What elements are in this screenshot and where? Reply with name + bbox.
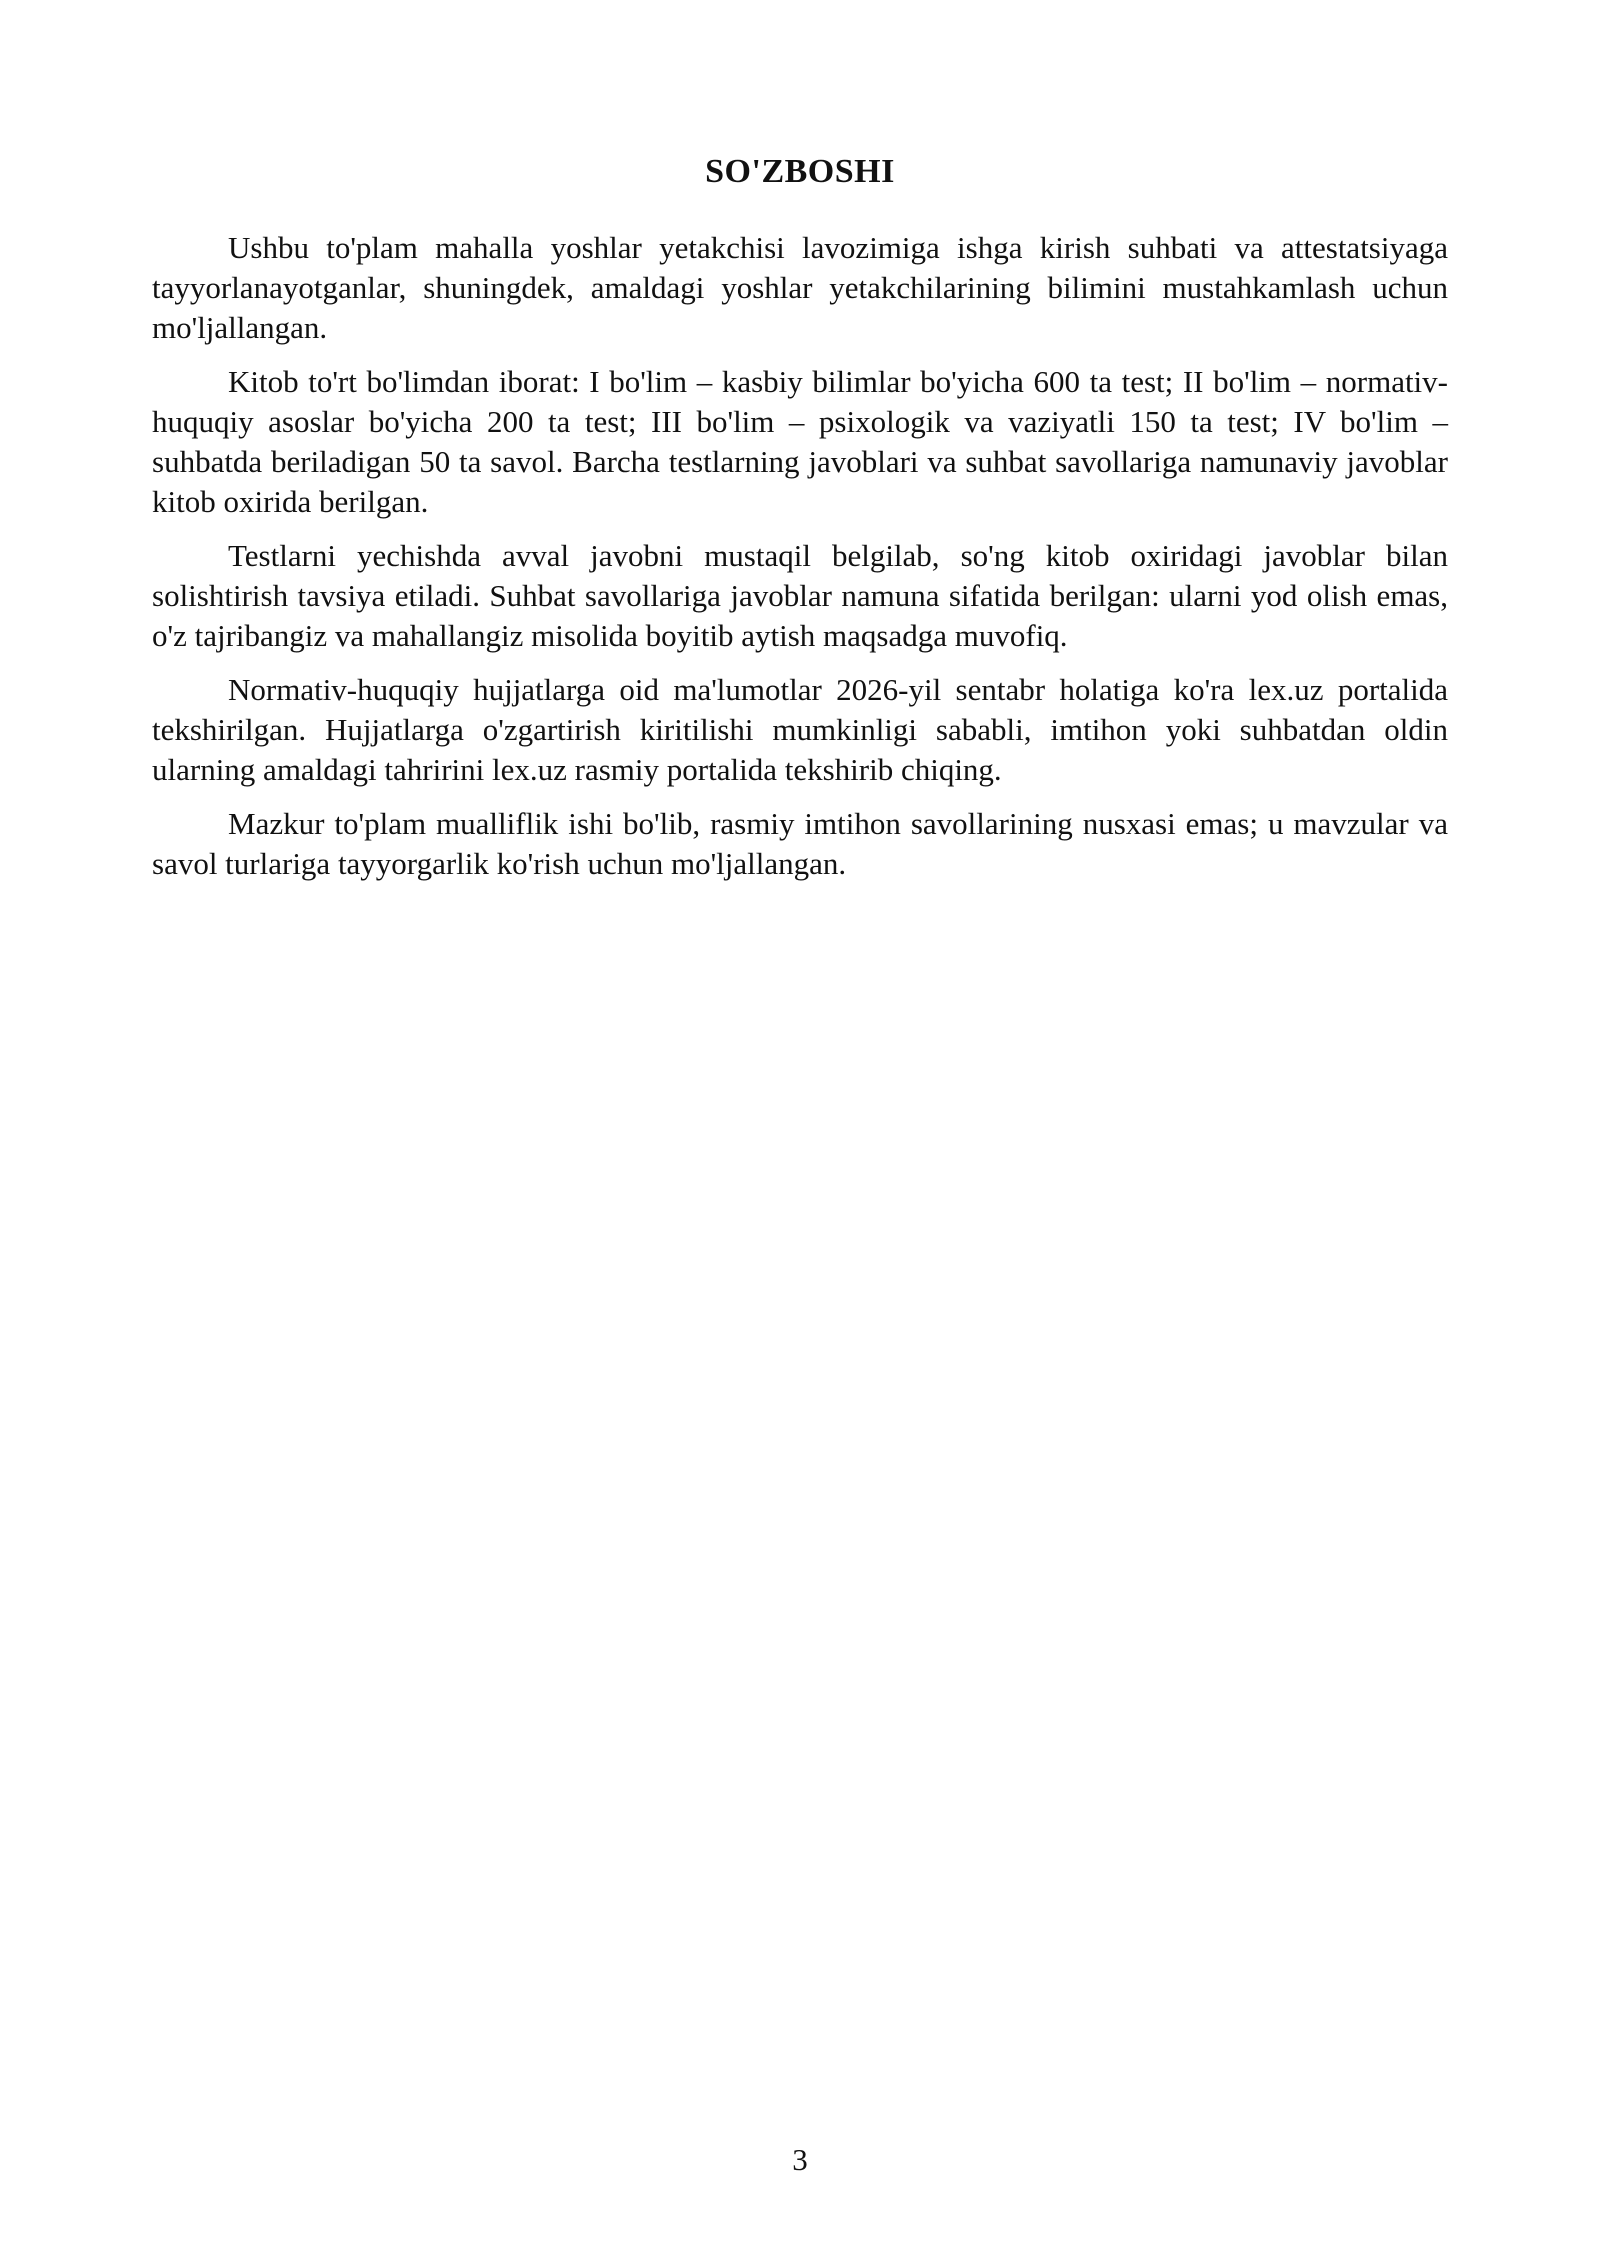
paragraph-5: Mazkur to'plam mualliflik ishi bo'lib, rasmiy imtihon savollarining nusxasi emas; u mavzular va savol turlariga tayyorgarlik ko'rish uchun mo'ljallangan. bbox=[152, 806, 1448, 881]
paragraph-4: Normativ-huquqiy hujjatlarga oid ma'lumotlar 2026-yil sentabr holatiga ko'ra lex.uz portalida tekshirilgan. Hujjatlarga o'zgartirish kiritilishi mumkinligi sababli, imtihon yoki suhbatdan oldin ularning amaldagi tahririni lex.uz rasmiy portalida tekshirib chiqing. bbox=[152, 672, 1448, 787]
body-text bbox=[152, 228, 1448, 898]
paragraph-2: Kitob to'rt bo'limdan iborat: I bo'lim – kasbiy bilimlar bo'yicha 600 ta test; II bo'lim – normativ-huquqiy asoslar bo'yicha 200 ta test; III bo'lim – psixologik va vaziyatli 150 ta test; IV bo'lim – suhbatda beriladigan 50 ta savol. Barcha testlarning javoblari va suhbat savollariga namunaviy javoblar kitob oxirida berilgan. bbox=[152, 364, 1448, 519]
page-number: 3 bbox=[792, 2142, 808, 2177]
page-title: SO'ZBOSHI bbox=[705, 153, 895, 190]
paragraph-3: Testlarni yechishda avval javobni mustaqil belgilab, so'ng kitob oxiridagi javoblar bilan solishtirish tavsiya etiladi. Suhbat savollariga javoblar namuna sifatida berilgan: ularni yod olish emas, o'z tajribangiz va mahallangiz misolida boyitib aytish maqsadga muvofiq. bbox=[152, 538, 1448, 653]
paragraph-1: Ushbu to'plam mahalla yoshlar yetakchisi lavozimiga ishga kirish suhbati va attestatsiyaga tayyorlanayotganlar, shuningdek, amaldagi yoshlar yetakchilarining bilimini mustahkamlash uchun mo'ljallangan. bbox=[152, 230, 1448, 345]
